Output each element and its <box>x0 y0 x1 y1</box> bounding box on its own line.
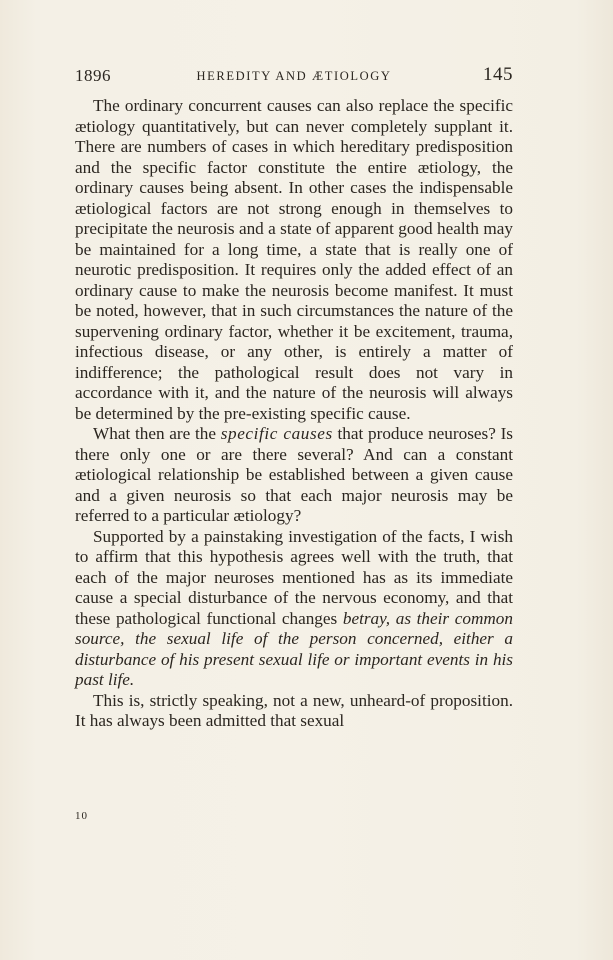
running-head-title: HEREDITY AND ÆTIOLOGY <box>196 69 392 83</box>
paragraph-text: Supported by a painstaking investigation of the facts, I wish to affirm that this hypothesis agrees well with the truth, that each of the major neuroses mentioned has as its immediate cause a special disturbance of the nervous economy, and that these pathological functional changes <box>75 526 513 628</box>
paragraph <box>75 96 513 424</box>
paragraph-text: What then are the <box>93 424 221 443</box>
paragraph <box>75 691 513 732</box>
paragraph <box>75 424 513 527</box>
page-number: 145 <box>483 64 513 85</box>
paragraph <box>75 527 513 691</box>
running-head <box>75 64 513 90</box>
paragraph-text: The ordinary concurrent causes can also replace the specific ætiology quantitatively, but can never completely supplant it. There are numbers of cases in which hereditary predisposition and the specific factor constitute the entire ætiology, the ordinary causes being absent. In other cases the indispensable ætiological factors are not strong enough in themselves to precipitate the neurosis and a state of apparent good health may be maintained for a long time, a state that is really one of neurotic predisposition. It requires only the added effect of an ordinary cause to make the neurosis become manifest. It must be noted, however, that in such circumstances the nature of the supervening ordinary factor, whether it be excitement, trauma, infectious disease, or any other, is entirely a matter of indifference; the pathological result does not vary in accordance with it, and the nature of the neurosis will always be determined by the pre-existing specific cause. <box>75 96 513 423</box>
body-text <box>75 96 513 732</box>
paragraph-text: This is, strictly speaking, not a new, unheard-of proposition. It has always been admitted that sexual <box>75 690 513 730</box>
paragraph-text: that produce neuroses? Is there only one or are there several? And can a constant ætiological relationship be established between a given cause and a given neurosis so that each major neurosis may be referred to a particular ætiology? <box>75 424 513 525</box>
running-head-year: 1896 <box>75 66 111 85</box>
emphasized-text: specific causes <box>220 424 333 443</box>
signature-mark: 10 <box>75 810 88 822</box>
emphasized-text: betray, as their common source, the sexual life of the person concerned, either a disturbance of his present sexual life or important events in his past life. <box>75 608 513 689</box>
